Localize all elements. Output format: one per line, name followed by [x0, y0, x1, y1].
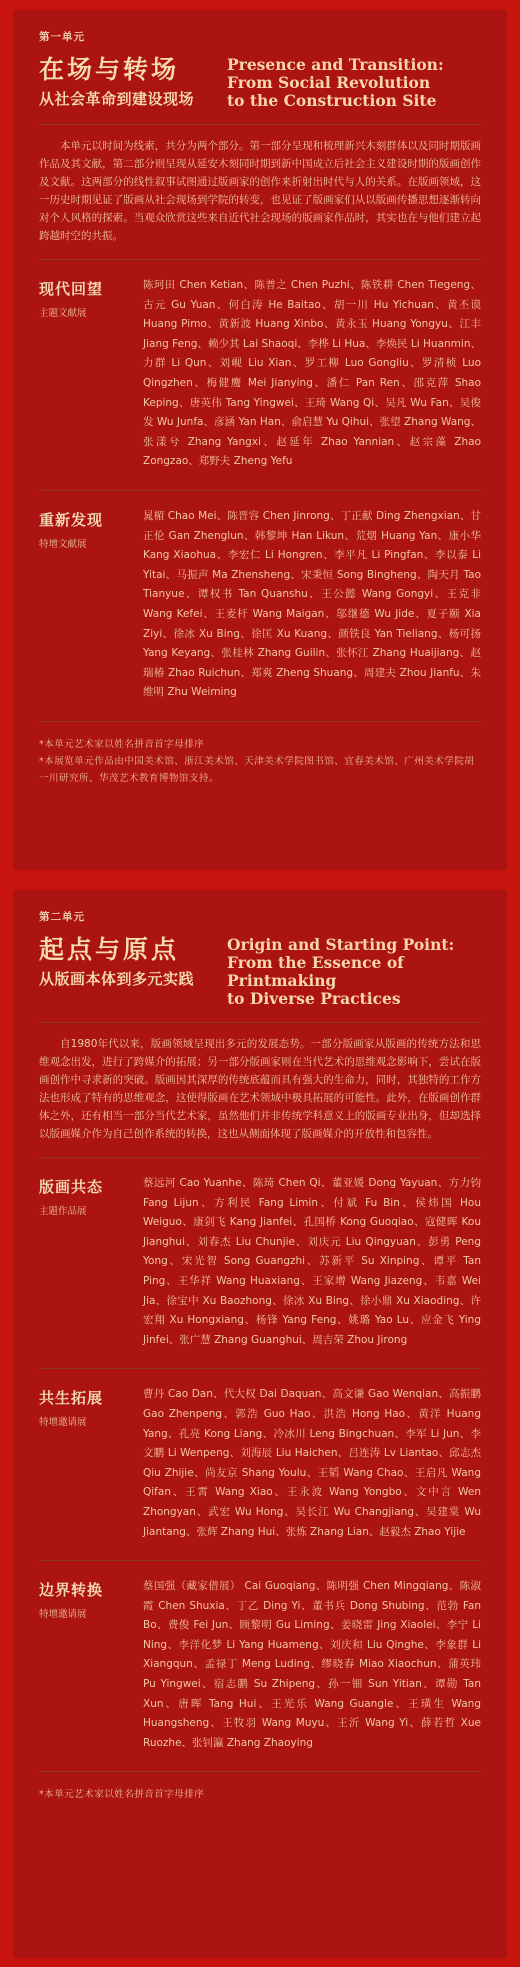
- footnote: *本展览单元作品由中国美术馆、浙江美术馆、天津美术学院图书馆、宜春美术馆、广州美术学院胡一川研究所、华茂艺术教育博物馆支持。: [39, 755, 475, 784]
- divider: [39, 1022, 481, 1023]
- group-title: 现代回望: [39, 280, 104, 298]
- section-one-panel: [13, 10, 507, 870]
- footnote: *本单元艺术家以姓名拼音首字母排序: [39, 738, 205, 750]
- artist-list: 蔡国强（藏家借展） Cai Guoqiang、陈明强 Chen Mingqiang、陈淑霞 Chen Shuxia、丁乙 Ding Yi、董书兵 Dong Shubing、范勃 Fan Bo、费俊 Fei Jun、顾黎明 Gu Liming、姜晓雷 Jing Xiaolei、李宁 Li Ning、李洋化梦 Li Yang Huameng、刘庆和 Liu Qinghe、李象群 Li Xiangqun、孟禄丁 Meng Luding、缪晓春 Miao Xiaochun、蒲英玮 Pu Yingwei、宿志鹏 Su Zhipeng、孙一钿 Sun Yitian、谭勋 Tan Xun、唐晖 Tang Hui、王光乐 Wang Guangle、王璜生 Wang Huangsheng、王牧羽 Wang Muyu、王沂 Wang Yi、薛若哲 Xue Ruozhe、张钊瀛 Zhang Zhaoying: [143, 1580, 481, 1749]
- section-label: 第二单元: [39, 911, 85, 923]
- artist-group: [39, 1369, 481, 1542]
- artist-group: [39, 1561, 481, 1753]
- group-title: 版画共态: [39, 1178, 104, 1196]
- group-subtitle: 主题文献展: [39, 308, 87, 319]
- artist-list: 蔡远河 Cao Yuanhe、陈琦 Chen Qi、董亚媛 Dong Yayuan、方力钧 Fang Lijun、方利民 Fang Limin、付斌 Fu Bin、侯炜国 Hou Weiguo、康剑飞 Kang Jianfei、孔国桥 Kong Guoqiao、寇健晖 Kou Jianghui、刘春杰 Liu Chunjie、刘庆元 Liu Qingyuan、彭勇 Peng Yong、宋光智 Song Guangzhi、苏新平 Su Xinping、谭平 Tan Ping、王华祥 Wang Huaxiang、王家增 Wang Jiazeng、韦嘉 Wei Jia、徐宝中 Xu Baozhong、徐冰 Xu Bing、徐小鼎 Xu Xiaoding、许宏翔 Xu Hongxiang、杨锋 Yang Feng、姚璐 Yao Lu、应金飞 Ying Jinfei、张广慧 Zhang Guanghui、周吉荣 Zhou Jirong: [143, 1177, 481, 1346]
- section-subtitle-chinese: 从版画本体到多元实践: [39, 970, 195, 988]
- artist-group: [39, 1158, 481, 1350]
- section-title-english: Origin and Starting Point: From the Essence of Printmaking to Diverse Practices: [227, 935, 455, 1008]
- group-subtitle: 主题作品展: [39, 1206, 87, 1217]
- artist-group: [39, 260, 481, 472]
- footnotes: [39, 1786, 481, 1803]
- section-intro: 本单元以时间为线索，共分为两个部分。第一部分呈现和梳理新兴木刻群体以及同时期版画作品及其文献，第二部分则呈现从延安木刻同时期到新中国成立后社会主义建设时期的版画创作及文献。这两部分的线性叙事试图通过版画家的创作来折射出时代与人的关系。在版画领域，这一历史时期见证了版画从社会现场到学院的转变，也见证了版画家们从以版画传播思想逐渐转向对个人风格的探索。当观众欣赏这些来自近代社会现场的版画家作品时，其实也在与他们建立起跨越时空的共振。: [39, 140, 481, 242]
- group-subtitle: 特增邀请展: [39, 1609, 87, 1621]
- footnote: *本单元艺术家以姓名拼音首字母排序: [39, 1789, 205, 1801]
- section-two-panel: [13, 890, 507, 1958]
- group-title: 边界转换: [39, 1581, 104, 1600]
- group-title: 共生拓展: [39, 1389, 104, 1408]
- section-title-chinese: 在场与转场: [39, 55, 180, 84]
- section-title-block: [39, 936, 481, 1008]
- divider: [39, 721, 481, 722]
- section-intro: 自1980年代以来，版画领域呈现出多元的发展态势。一部分版画家从版画的传统方法和思维观念出发，进行了跨媒介的拓展；另一部分版画家则在当代艺术的思维观念影响下，尝试在版画创作中寻求新的突破。版画因其深厚的传统底蕴而具有强大的生命力，同时，其独特的工作方法也形成了特有的思维观念，这使得版画在艺术领域中极具拓展的可能性。此外，在版画创作群体之外，还有相当一部分当代艺术家，虽然他们并非传统学科意义上的版画专业出身，但却选择以版画媒介作为自己创作系统的转换，这也从侧面体现了版画媒介的开放性和包容性。: [39, 1038, 481, 1140]
- artist-group: [39, 491, 481, 703]
- footnotes: [39, 736, 481, 787]
- section-title-block: [39, 56, 481, 110]
- section-title-english: Presence and Transition: From Social Revolution to the Construction Site: [227, 55, 444, 110]
- group-subtitle: 特增文献展: [39, 538, 87, 550]
- section-subtitle-chinese: 从社会革命到建设现场: [39, 90, 195, 108]
- artist-list: 陈珂田 Chen Ketian、陈普之 Chen Puzhi、陈铁耕 Chen Tiegeng、古元 Gu Yuan、何白涛 He Baitao、胡一川 Hu Yichuan、黄丕谟 Huang Pimo、黄新波 Huang Xinbo、黄永玉 Huang Yongyu、江丰 Jiang Feng、赖少其 Lai Shaoqi、李桦 Li Hua、李焕民 Li Huanmin、力群 Li Qun、刘岘 Liu Xian、罗工柳 Luo Gongliu、罗清桢 Luo Qingzhen、梅健鹰 Mei Jianying、潘仁 Pan Ren、邵克萍 Shao Keping、唐英伟 Tang Yingwei、王琦 Wang Qi、吴凡 Wu Fan、吴俊发 Wu Junfa、彦涵 Yan Han、俞启慧 Yu Qihui、张望 Zhang Wang、张漾兮 Zhang Yangxi、赵延年 Zhao Yannian、赵宗藻 Zhao Zongzao、郑野夫 Zheng Yefu: [143, 279, 481, 468]
- divider: [39, 124, 481, 125]
- artist-list: 曹丹 Cao Dan、代大权 Dai Daquan、高文谦 Gao Wenqian、高振鹏 Gao Zhenpeng、郭浩 Guo Hao、洪浩 Hong Hao、黄洋 Huang Yang、孔亮 Kong Liang、冷冰川 Leng Bingchuan、李军 Li Jun、李文鹏 Li Wenpeng、刘海辰 Liu Haichen、吕连涛 Lv Liantao、邱志杰 Qiu Zhijie、尚友京 Shang Youlu、王韬 Wang Chao、王启凡 Wang Qifan、王霄 Wang Xiao、王永波 Wang Yongbo、文中言 Wen Zhongyan、武宏 Wu Hong、吴长江 Wu Changjiang、吴建棠 Wu Jiantang、张辉 Zhang Hui、张炼 Zhang Lian、赵毅杰 Zhao Yijie: [143, 1388, 481, 1538]
- section-title-chinese: 起点与原点: [39, 935, 180, 964]
- group-subtitle: 特增邀请展: [39, 1417, 87, 1429]
- section-label: 第一单元: [39, 31, 85, 43]
- artist-list: 晁楣 Chao Mei、陈晋容 Chen Jinrong、丁正献 Ding Zhengxian、甘正伦 Gan Zhenglun、韩黎坤 Han Likun、荒烟 Huang Yan、康小华 Kang Xiaohua、李宏仁 Li Hongren、李平凡 Li Pingfan、李以泰 Li Yitai、马振声 Ma Zhensheng、宋秉恒 Song Bingheng、陶天月 Tao Tianyue、谭权书 Tan Quanshu、王公懿 Wang Gongyi、王克非 Wang Kefei、王麦杆 Wang Maigan、邬继德 Wu Jide、夏子颐 Xia Ziyi、徐冰 Xu Bing、徐匡 Xu Kuang、颜铁良 Yan Tieliang、杨可扬 Yang Keyang、张桂林 Zhang Guilin、张怀江 Zhang Huaijiang、赵瑞椿 Zhao Ruichun、郑爽 Zheng Shuang、周建夫 Zhou Jianfu、朱维明 Zhu Weiming: [143, 509, 481, 699]
- divider: [39, 1771, 481, 1772]
- group-title: 重新发现: [39, 510, 104, 529]
